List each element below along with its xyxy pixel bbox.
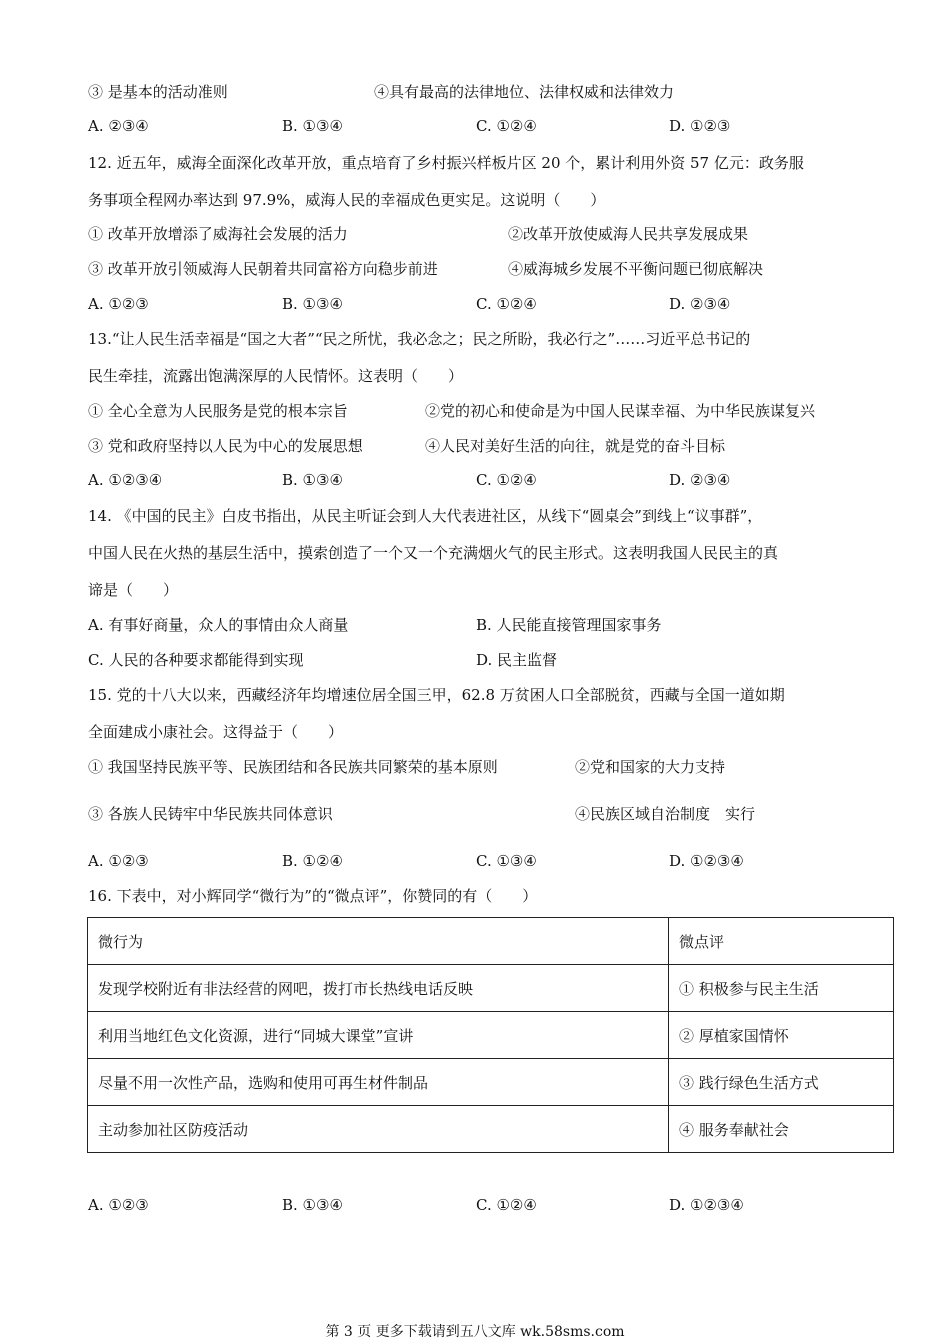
q12-item-2: ②改革开放使威海人民共享发展成果 bbox=[508, 225, 749, 243]
q13-option-d: D. ②③④ bbox=[669, 471, 731, 489]
q15-item-4: ④民族区域自治制度 实行 bbox=[575, 805, 756, 823]
q16-stem: 16. 下表中，对小辉同学“微行为”的“微点评”，你赞同的有（ ） bbox=[88, 887, 538, 905]
page-footer: 第 3 页 更多下载请到五八文库 wk.58sms.com bbox=[325, 1324, 625, 1340]
table-cell: 利用当地红色文化资源，进行“同城大课堂”宣讲 bbox=[88, 1012, 669, 1059]
q14-stem-line-3: 谛是（ ） bbox=[88, 581, 179, 599]
q14-option-d: D. 民主监督 bbox=[476, 651, 558, 669]
q13-item-2: ②党的初心和使命是为中国人民谋幸福、为中华民族谋复兴 bbox=[425, 402, 816, 420]
q14-option-a: A. 有事好商量，众人的事情由众人商量 bbox=[88, 616, 349, 634]
q11-option-b: B. ①③④ bbox=[282, 117, 343, 135]
q12-item-4: ④威海城乡发展不平衡问题已彻底解决 bbox=[508, 260, 764, 278]
q15-item-3: ③ 各族人民铸牢中华民族共同体意识 bbox=[88, 805, 333, 823]
q11-option-d: D. ①②③ bbox=[669, 117, 731, 135]
q15-item-1: ① 我国坚持民族平等、民族团结和各民族共同繁荣的基本原则 bbox=[88, 758, 498, 776]
q13-stem-line-2: 民生牵挂，流露出饱满深厚的人民情怀。这表明（ ） bbox=[88, 367, 464, 385]
q14-option-c: C. 人民的各种要求都能得到实现 bbox=[88, 651, 304, 669]
q12-stem-line-2: 务事项全程网办率达到 97.9%，威海人民的幸福成色更实足。这说明（ ） bbox=[88, 191, 606, 209]
q13-option-a: A. ①②③④ bbox=[88, 471, 163, 489]
q15-item-2: ②党和国家的大力支持 bbox=[575, 758, 726, 776]
table-row bbox=[88, 1059, 894, 1106]
q15-option-d: D. ①②③④ bbox=[669, 852, 744, 870]
q13-item-4: ④人民对美好生活的向往，就是党的奋斗目标 bbox=[425, 437, 726, 455]
table-row bbox=[88, 1106, 894, 1153]
q11-option-a: A. ②③④ bbox=[88, 117, 149, 135]
table-cell: 主动参加社区防疫活动 bbox=[88, 1106, 669, 1153]
q13-option-b: B. ①③④ bbox=[282, 471, 343, 489]
q15-stem-line-2: 全面建成小康社会。这得益于（ ） bbox=[88, 723, 344, 741]
q15-option-b: B. ①②④ bbox=[282, 852, 343, 870]
q12-option-c: C. ①②④ bbox=[476, 295, 537, 313]
q16-option-b: B. ①③④ bbox=[282, 1196, 343, 1214]
q16-option-d: D. ①②③④ bbox=[669, 1196, 744, 1214]
q13-option-c: C. ①②④ bbox=[476, 471, 537, 489]
table-cell: 发现学校附近有非法经营的网吧，拨打市长热线电话反映 bbox=[88, 965, 669, 1012]
table-header-cell: 微点评 bbox=[669, 918, 894, 965]
q13-item-3: ③ 党和政府坚持以人民为中心的发展思想 bbox=[88, 437, 363, 455]
q15-stem-line-1: 15. 党的十八大以来，西藏经济年均增速位居全国三甲，62.8 万贫困人口全部脱贫，西藏与全国一道如期 bbox=[88, 686, 785, 704]
table-row bbox=[88, 965, 894, 1012]
q12-stem-line-1: 12. 近五年，威海全面深化改革开放，重点培育了乡村振兴样板片区 20 个，累计利用外资 57 亿元：政务服 bbox=[88, 154, 804, 172]
q16-option-a: A. ①②③ bbox=[88, 1196, 149, 1214]
q11-item-4: ④具有最高的法律地位、法律权威和法律效力 bbox=[374, 83, 675, 101]
q11-item-3: ③ 是基本的活动准则 bbox=[88, 83, 228, 101]
q13-item-1: ① 全心全意为人民服务是党的根本宗旨 bbox=[88, 402, 348, 420]
q11-option-c: C. ①②④ bbox=[476, 117, 537, 135]
q16-option-c: C. ①②④ bbox=[476, 1196, 537, 1214]
table-header-row bbox=[88, 918, 894, 965]
q16-table bbox=[87, 917, 894, 1153]
q14-option-b: B. 人民能直接管理国家事务 bbox=[476, 616, 662, 634]
table-row bbox=[88, 1012, 894, 1059]
q12-option-b: B. ①③④ bbox=[282, 295, 343, 313]
table-cell: ② 厚植家国情怀 bbox=[669, 1012, 894, 1059]
table-header-cell: 微行为 bbox=[88, 918, 669, 965]
q15-option-a: A. ①②③ bbox=[88, 852, 149, 870]
q12-item-1: ① 改革开放增添了威海社会发展的活力 bbox=[88, 225, 348, 243]
table-cell: ④ 服务奉献社会 bbox=[669, 1106, 894, 1153]
q12-option-d: D. ②③④ bbox=[669, 295, 731, 313]
table-cell: ③ 践行绿色生活方式 bbox=[669, 1059, 894, 1106]
table-cell: ① 积极参与民主生活 bbox=[669, 965, 894, 1012]
q15-option-c: C. ①③④ bbox=[476, 852, 537, 870]
q12-item-3: ③ 改革开放引领威海人民朝着共同富裕方向稳步前进 bbox=[88, 260, 438, 278]
q14-stem-line-1: 14. 《中国的民主》白皮书指出，从民主听证会到人大代表进社区，从线下“圆桌会”到线上“议事群”， bbox=[88, 507, 763, 525]
q12-option-a: A. ①②③ bbox=[88, 295, 149, 313]
table-cell: 尽量不用一次性产品，选购和使用可再生材件制品 bbox=[88, 1059, 669, 1106]
q14-stem-line-2: 中国人民在火热的基层生活中，摸索创造了一个又一个充满烟火气的民主形式。这表明我国人民民主的真 bbox=[88, 544, 779, 562]
q13-stem-line-1: 13.“让人民生活幸福是“国之大者”“民之所忧，我必念之；民之所盼，我必行之”……习近平总书记的 bbox=[88, 330, 751, 348]
